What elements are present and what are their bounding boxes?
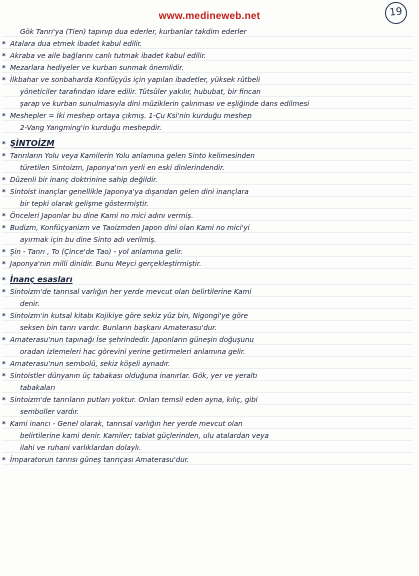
section-heading [2,274,413,286]
ruled-line [2,220,413,221]
ruled-line [2,120,413,121]
ruled-line [2,72,413,73]
line-text: şarap ve kurban sunulmasıyla dini müziklerin çalınması ve eşliğinde dans edilmesi [20,100,310,108]
note-line [2,310,413,322]
bullet-mark: * [2,420,6,428]
bullet-mark: * [2,396,6,404]
ruled-line [2,96,413,97]
ruled-line [2,160,413,161]
ruled-line [2,440,413,441]
bullet-mark: * [2,224,6,232]
line-text: Akraba ve aile bağlarını canlı tutmak ibadet kabul edilir. [10,52,207,60]
line-text: Atalara dua etmek ibadet kabul edilir. [10,40,143,48]
note-line [2,246,413,258]
bullet-mark: * [2,276,6,284]
note-line [2,346,413,358]
line-text: semboller vardır. [20,408,79,416]
note-line [2,222,413,234]
bullet-mark: * [2,336,6,344]
ruled-line [2,196,413,197]
note-line [2,110,413,122]
page-number: 19 [384,1,408,25]
note-line [2,418,413,430]
heading-text: İnanç esasları [10,275,73,284]
bullet-mark: * [2,140,6,148]
ruled-line [2,132,413,133]
note-line [2,26,413,38]
ruled-line [2,344,413,345]
bullet-mark: * [2,312,6,320]
note-line [2,322,413,334]
note-line [2,442,413,454]
note-line [2,430,413,442]
ruled-line [2,428,413,429]
line-text: Düzenli bir inanç doktrinine sahip değildir. [10,176,158,184]
bullet-mark: * [2,260,6,268]
section-heading [2,138,413,150]
note-line [2,98,413,110]
ruled-line [2,464,413,465]
ruled-line [2,244,413,245]
line-text: 2-Vang Yangming'in kurduğu meshepdir. [20,124,162,132]
bullet-mark: * [2,248,6,256]
ruled-line [2,208,413,209]
line-text: seksen bin tanrı vardır. Bunların başkanı Amaterasu'dur. [20,324,217,332]
bullet-mark: * [2,112,6,120]
bullet-mark: * [2,360,6,368]
bullet-mark: * [2,456,6,464]
line-text: Sintoizm'in kutsal kitabı Kojikiye göre sekiz yüz bin, Nigongi'ye göre [10,312,248,320]
ruled-line [2,392,413,393]
note-line [2,162,413,174]
heading-text: ŞİNTOİZM [10,139,55,148]
ruled-line [2,108,413,109]
ruled-line [2,48,413,49]
bullet-mark: * [2,152,6,160]
note-line [2,150,413,162]
note-line [2,174,413,186]
note-line [2,234,413,246]
line-text: Mezarlara hediyeler ve kurban sunmak önemlidir. [10,64,184,72]
ruled-line [2,404,413,405]
line-text: denir. [20,300,40,308]
note-line [2,286,413,298]
line-text: Önceleri Japonlar bu dine Kami no mici adını vermiş. [10,212,194,220]
line-text: İlkbahar ve sonbaharda Konfüçyüs için yapılan ibadetler, yüksek rütbeli [10,76,261,84]
line-text: Japonya'nın milli dinidir. Bunu Meyci gerçekleştirmiştir. [10,260,202,268]
ruled-line [2,296,413,297]
ruled-line [2,84,413,85]
line-text: Şin - Tanrı , To (Çince'de Tao) - yol anlamına gelir. [10,248,183,256]
note-line [2,394,413,406]
line-text: Kami inancı - Genel olarak, tanrısal varlığın her yerde mevcut olan [10,420,243,428]
ruled-line [2,320,413,321]
line-text: İmparatorun tanrısı güneş tanrıçası Amaterasu'dur. [10,456,190,464]
line-text: Amaterasu'nun sembolü, sekiz köşeli aynadır. [10,360,171,368]
ruled-line [2,184,413,185]
line-text: Budizm, Konfüçyanizm ve Taoizmden Japon dini olan Kami no mici'yi [10,224,250,232]
bullet-mark: * [2,76,6,84]
note-line [2,198,413,210]
bullet-mark: * [2,188,6,196]
note-line [2,358,413,370]
note-line [2,406,413,418]
ruled-line [2,416,413,417]
note-line [2,210,413,222]
ruled-line [2,368,413,369]
line-text: tabakaları [20,384,56,392]
ruled-line [2,332,413,333]
note-line [2,74,413,86]
line-text: Meshepler = İki meshep ortaya çıkmış. 1-Çu Ksi'nin kurduğu meshep [10,112,252,120]
note-line [2,258,413,270]
note-line [2,86,413,98]
line-text: ayırmak için bu dine Sinto adı verilmiş. [20,236,157,244]
line-text: Sintoist inançlar genellikle Japonya'ya dışarıdan gelen dini inançlara [10,188,249,196]
bullet-mark: * [2,64,6,72]
bullet-mark: * [2,372,6,380]
bullet-mark: * [2,288,6,296]
note-line [2,186,413,198]
line-text: Amaterasu'nun tapınağı İse şehrindedir. Japonların güneşin doğuşunu [10,336,254,344]
bullet-mark: * [2,52,6,60]
ruled-line [2,256,413,257]
ruled-line [2,232,413,233]
line-text: türetilen Sintoizm, Japonya'nın yerli en eski dinlerindendir. [20,164,225,172]
line-text: belirtilerine kami denir. Kamiler; tabiat güçlerinden, ulu atalardan veya [20,432,269,440]
note-line [2,370,413,382]
ruled-line [2,60,413,61]
line-text: oradan izlemeleri hac görevini yerine getirmeleri anlamına gelir. [20,348,246,356]
note-line [2,62,413,74]
ruled-line [2,356,413,357]
line-text: bir tepki olarak gelişme göstermiştir. [20,200,149,208]
ruled-line [2,308,413,309]
note-line [2,298,413,310]
line-text: Gök Tanrı'ya (Tien) tapınıp dua ederler, kurbanlar takdim ederler [20,28,247,36]
note-line [2,382,413,394]
ruled-line [2,268,413,269]
ruled-line [2,380,413,381]
note-line [2,38,413,50]
ruled-line [2,36,413,37]
note-lines [2,26,413,466]
bullet-mark: * [2,176,6,184]
line-text: Sintoizm'de tanrısal varlığın her yerde mevcut olan belirtilerine Kami [10,288,252,296]
ruled-line [2,452,413,453]
note-line [2,454,413,466]
line-text: Sintoistler dünyanın üç tabakası olduğuna inanırlar. Gök, yer ve yeraltı [10,372,258,380]
note-line [2,50,413,62]
ruled-line [2,148,413,149]
line-text: Tanrıların Yolu veya Kamilerin Yolu anlamına gelen Sinto kelimesinden [10,152,255,160]
ruled-line [2,172,413,173]
bullet-mark: * [2,212,6,220]
note-line [2,334,413,346]
watermark: www.medineweb.net [158,11,261,22]
line-text: yöneticiler tarafından idare edilir. Tütsüler yakılır, hububat, bir fincan [20,88,261,96]
bullet-mark: * [2,40,6,48]
note-line [2,122,413,134]
ruled-line [2,284,413,285]
line-text: ilahi ve ruhani varlıklardan dolaylı. [20,444,142,452]
line-text: Sintoizm'de tanrıların putları yoktur. Onları temsil eden ayna, kılıç, gibi [10,396,258,404]
